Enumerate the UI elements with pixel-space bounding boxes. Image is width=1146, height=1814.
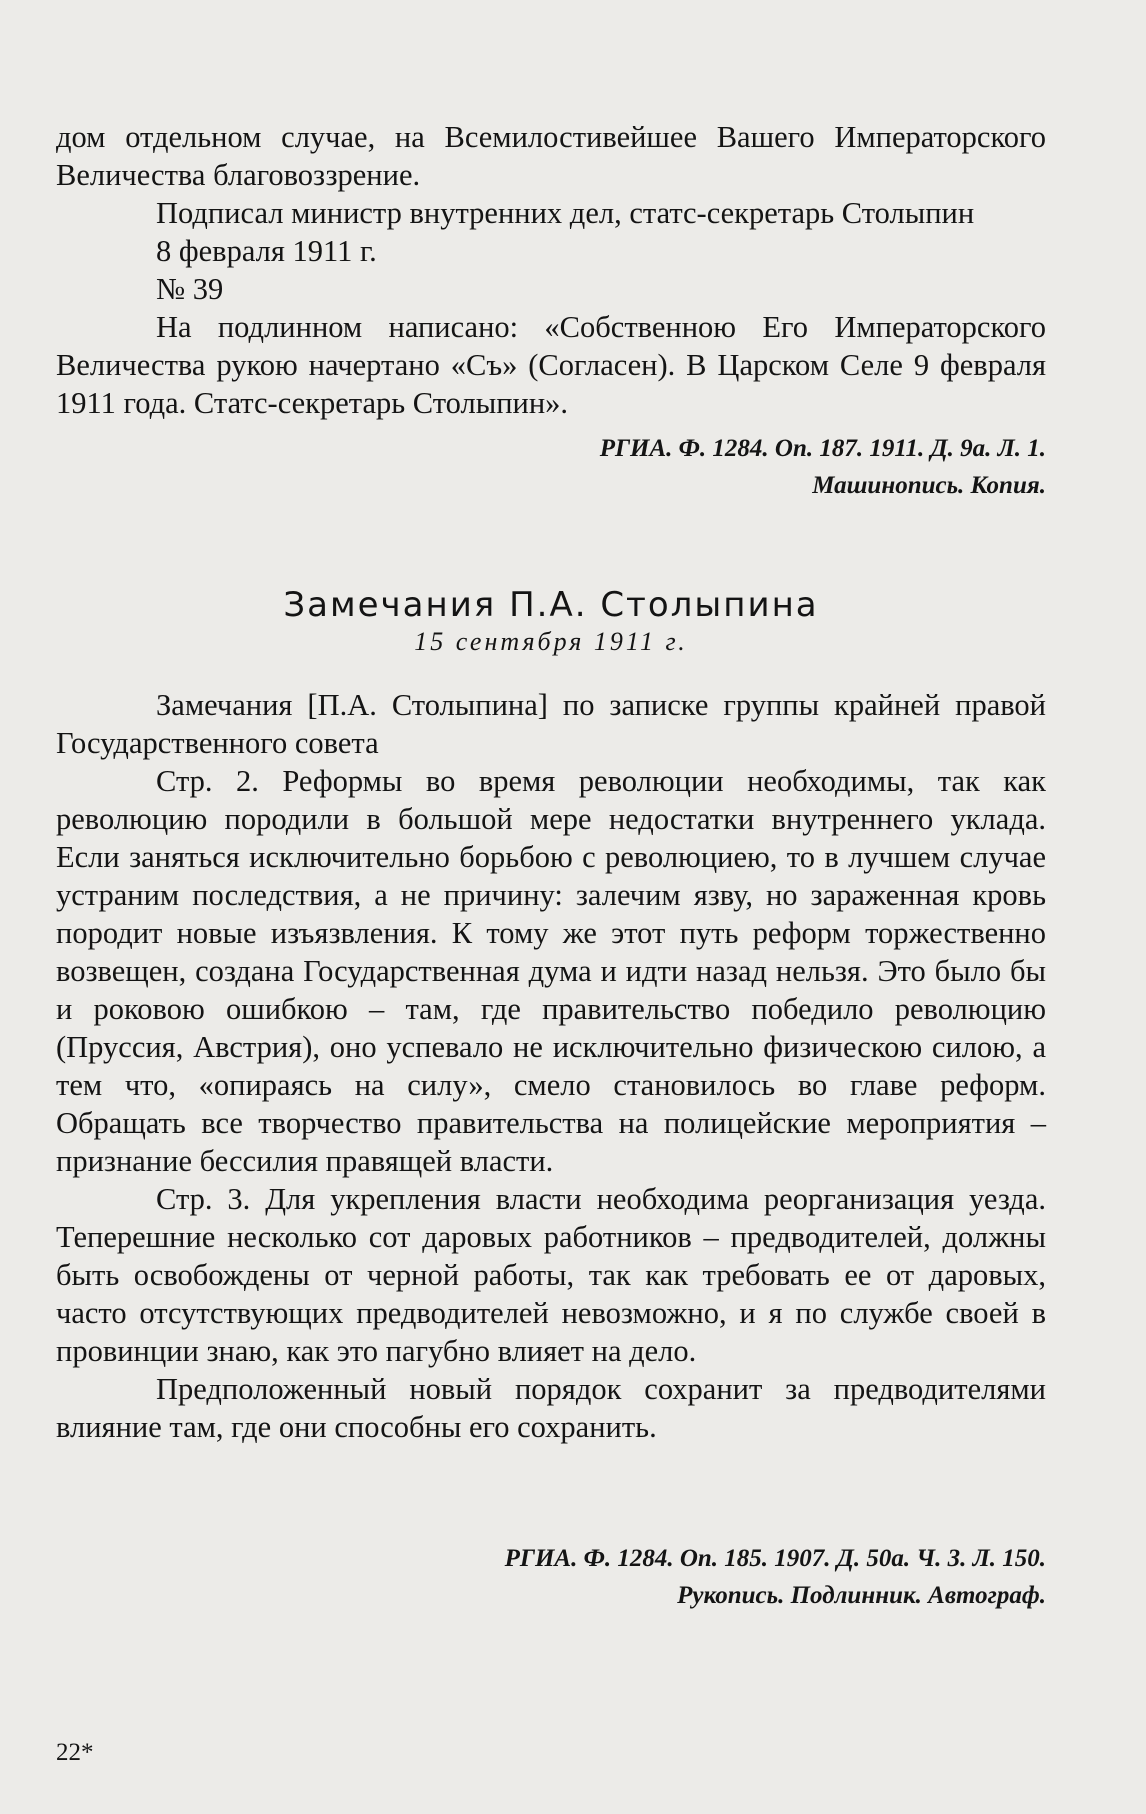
- paragraph-original-note: На подлинном написано: «Собственною Его Императорского Величества рукою начертано «Съ» (Согласен). В Царском Селе 9 февраля 1911 года. Статс-секретарь Столыпин».: [56, 310, 1046, 420]
- paragraph-page-2: Стр. 2. Реформы во время революции необходимы, так как революцию породили в большой мере недостатки внутреннего уклада. Если заняться исключительно борьбою с революциею, то в лучшем случае устраним последствия, а не причину: залечим язву, но зараженная кровь породит новые изъязвления. К тому же этот путь реформ торжественно возвещен, создана Государственная дума и идти назад нельзя. Это было бы и роковою ошибкою – там, где правительство победило революцию (Пруссия, Австрия), оно успевало не исключительно физическою силою, а тем что, «опираясь на силу», смело становилось во главе реформ. Обращать все творчество правительства на полицейские мероприятия – признание бессилия правящей власти.: [56, 764, 1046, 1178]
- section-body: [56, 686, 1046, 1446]
- paragraph-signed-by: Подписал министр внутренних дел, статс-секретарь Столыпин: [156, 196, 975, 230]
- paragraph-conclusion: Предположенный новый порядок сохранит за предводителями влияние там, где они способны его сохранить.: [56, 1372, 1046, 1444]
- section-date: 15 сентября 1911 г.: [414, 627, 688, 656]
- source-reference: РГИА. Ф. 1284. Оп. 187. 1911. Д. 9а. Л. 1.: [599, 435, 1046, 462]
- source-block-1: [56, 430, 1046, 504]
- section-previous-document: [56, 118, 1046, 422]
- source-type: Машинопись. Копия.: [812, 472, 1046, 499]
- source-reference: РГИА. Ф. 1284. Оп. 185. 1907. Д. 50а. Ч. 3. Л. 150.: [504, 1545, 1046, 1572]
- section-heading-block: [56, 585, 1046, 659]
- source-type: Рукопись. Подлинник. Автограф.: [677, 1582, 1046, 1609]
- section-heading: Замечания П.А. Столыпина: [283, 585, 819, 625]
- paragraph-page-3: Стр. 3. Для укрепления власти необходима реорганизация уезда. Теперешние несколько сот даровых работников – предводителей, должны быть освобождены от черной работы, так как требовать ее от даровых, часто отсутствующих предводителей невозможно, и я по службе своей в провинции знаю, как это пагубно влияет на дело.: [56, 1182, 1046, 1368]
- paragraph-continuation: дом отдельном случае, на Всемилостивейшее Вашего Императорского Величества благовоззрение.: [56, 120, 1046, 192]
- paragraph-number: № 39: [156, 272, 224, 306]
- paragraph-intro: Замечания [П.А. Столыпина] по записке группы крайней правой Государственного совета: [56, 688, 1046, 760]
- page-number: 22*: [56, 1739, 94, 1766]
- source-block-2: [56, 1540, 1046, 1614]
- paragraph-date: 8 февраля 1911 г.: [156, 234, 377, 268]
